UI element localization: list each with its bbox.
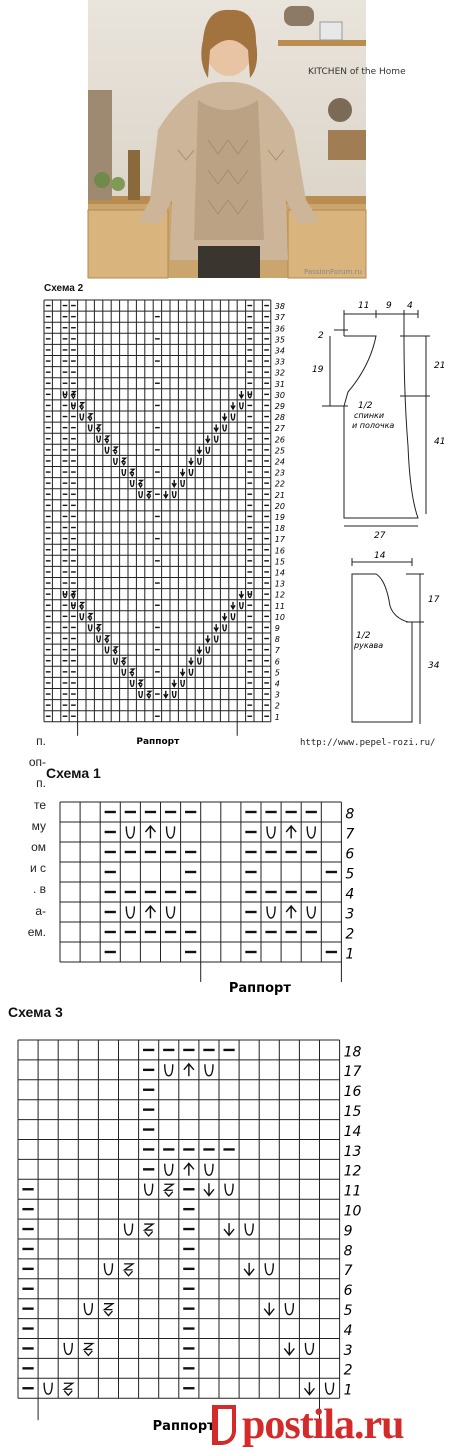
decrease-symbol <box>172 680 176 687</box>
yarn-over-symbol <box>97 635 100 641</box>
side-text-line: а- <box>35 903 46 918</box>
yarn-over-symbol <box>167 906 175 918</box>
yarn-over-symbol <box>215 635 218 641</box>
yarn-over-symbol <box>89 624 92 630</box>
yarn-over-symbol <box>223 624 226 630</box>
row-number: 24 <box>274 457 285 467</box>
central-decrease-symbol <box>286 906 296 918</box>
yarn-over-symbol <box>126 906 134 918</box>
scheme1-chart <box>56 798 376 998</box>
twisted-decrease-symbol <box>97 425 101 432</box>
row-number: 31 <box>274 379 285 389</box>
decrease-symbol <box>239 391 243 398</box>
yarn-over-symbol <box>122 669 125 675</box>
yarn-over-symbol <box>97 436 100 442</box>
yarn-over-symbol <box>198 658 201 664</box>
row-number: 23 <box>274 468 285 478</box>
body-label-2: спинки <box>354 411 385 420</box>
photo-illustration <box>88 0 406 278</box>
decrease-symbol <box>244 1263 254 1275</box>
yarn-over-symbol <box>80 613 83 619</box>
twisted-decrease-symbol <box>122 658 126 665</box>
twisted-decrease-symbol <box>64 1383 73 1395</box>
decrease-symbol <box>206 435 210 442</box>
twisted-decrease-symbol <box>139 480 143 487</box>
yarn-over-symbol <box>307 826 315 838</box>
row-number: 30 <box>274 390 285 400</box>
side-text-line: п. <box>36 734 46 748</box>
body-top-width-1: 11 <box>358 301 370 311</box>
row-number: 8 <box>343 1243 353 1260</box>
photo-credit: PassionForum.ru <box>304 268 362 276</box>
yarn-over-symbol <box>131 680 134 686</box>
scheme3-chart <box>14 1036 384 1436</box>
twisted-decrease-symbol <box>147 691 151 698</box>
yarn-over-symbol <box>231 613 234 619</box>
twisted-decrease-symbol <box>88 614 92 621</box>
row-number: 19 <box>274 513 285 523</box>
row-number: 13 <box>343 1143 362 1160</box>
side-text-line: . в <box>32 882 46 897</box>
body-armhole-depth: 19 <box>312 365 324 375</box>
yarn-over-symbol <box>181 480 184 486</box>
scheme3-title: Схема 3 <box>8 1004 63 1020</box>
yarn-over-symbol <box>139 491 142 497</box>
row-number: 34 <box>274 346 285 356</box>
row-number: 4 <box>345 886 355 903</box>
decrease-symbol <box>197 447 201 454</box>
twisted-decrease-symbol <box>80 403 84 410</box>
yarn-over-symbol <box>80 413 83 419</box>
body-top-width-3: 4 <box>407 301 413 311</box>
decrease-symbol <box>284 1342 294 1354</box>
yarn-over-symbol <box>105 447 108 453</box>
scheme3-rapport-label: Раппорт <box>152 1419 215 1435</box>
row-number: 10 <box>343 1203 362 1220</box>
central-decrease-symbol <box>184 1064 194 1076</box>
twisted-decrease-symbol <box>105 636 109 643</box>
central-decrease-symbol <box>145 906 155 918</box>
row-number: 11 <box>343 1183 362 1200</box>
yarn-over-symbol <box>223 425 226 431</box>
yarn-over-symbol <box>126 826 134 838</box>
decrease-symbol <box>181 669 185 676</box>
row-number: 22 <box>274 479 285 489</box>
row-number: 17 <box>343 1064 362 1081</box>
side-text-fragment <box>0 731 46 943</box>
yarn-over-symbol <box>267 906 275 918</box>
yarn-over-symbol <box>206 447 209 453</box>
body-pattern-diagram <box>300 296 460 541</box>
row-number: 8 <box>345 806 355 823</box>
twisted-decrease-symbol <box>97 625 101 632</box>
twisted-decrease-symbol <box>104 1304 113 1316</box>
sleeve-top-width: 14 <box>374 551 386 561</box>
brand-line: KITCHEN of the Home <box>308 67 406 77</box>
twisted-decrease-symbol <box>72 392 76 399</box>
postila-logo-icon <box>212 1405 236 1445</box>
yarn-over-symbol <box>231 413 234 419</box>
postila-logo[interactable] <box>212 1403 452 1449</box>
decrease-symbol <box>206 635 210 642</box>
body-side-upper: 21 <box>434 361 446 371</box>
row-number: 1 <box>345 946 355 963</box>
yarn-over-symbol <box>205 1064 213 1076</box>
side-text-line: оп- <box>28 755 46 770</box>
row-number: 2 <box>345 926 355 943</box>
yarn-over-symbol <box>64 1343 72 1355</box>
decrease-symbol <box>197 646 201 653</box>
body-top-width-2: 9 <box>386 301 392 311</box>
side-text-line: ом <box>31 840 46 855</box>
decrease-symbol <box>214 624 218 631</box>
sleeve-label-2: рукава <box>354 641 384 650</box>
central-decrease-symbol <box>286 826 296 838</box>
twisted-decrease-symbol <box>164 1184 173 1196</box>
row-number: 27 <box>274 424 285 434</box>
row-number: 2 <box>343 1362 353 1379</box>
yarn-over-symbol <box>240 602 243 608</box>
twisted-decrease-symbol <box>105 436 109 443</box>
yarn-over-symbol <box>114 458 117 464</box>
yarn-over-symbol <box>181 680 184 686</box>
scheme2-chart <box>40 296 300 751</box>
decrease-symbol <box>239 591 243 598</box>
row-number: 3 <box>343 1342 353 1359</box>
decrease-symbol <box>231 602 235 609</box>
body-bottom-width: 27 <box>374 531 386 541</box>
row-number: 28 <box>274 413 285 423</box>
row-number: 6 <box>343 1283 353 1300</box>
side-text-line: ем. <box>27 924 46 939</box>
yarn-over-symbol <box>122 469 125 475</box>
row-number: 7 <box>274 646 280 656</box>
yarn-over-symbol <box>206 647 209 653</box>
side-text-line: му <box>31 818 46 833</box>
yarn-over-symbol <box>307 906 315 918</box>
scheme2-rapport-label: Раппорт <box>136 736 180 747</box>
row-number: 38 <box>274 302 285 312</box>
yarn-over-symbol <box>89 425 92 431</box>
row-number: 1 <box>274 712 280 722</box>
yarn-over-symbol <box>104 1263 112 1275</box>
body-label-3: и полочка <box>352 421 395 430</box>
row-number: 4 <box>274 679 280 689</box>
row-number: 18 <box>274 524 285 534</box>
yarn-over-symbol <box>205 1164 213 1176</box>
row-number: 3 <box>274 690 280 700</box>
decrease-symbol <box>304 1382 314 1394</box>
row-number: 14 <box>274 568 285 578</box>
central-decrease-symbol <box>184 1163 194 1175</box>
yarn-over-symbol <box>145 1184 153 1196</box>
row-number: 16 <box>343 1084 362 1101</box>
yarn-over-symbol <box>267 826 275 838</box>
row-number: 36 <box>274 324 285 334</box>
row-number: 26 <box>274 435 285 445</box>
twisted-decrease-symbol <box>147 491 151 498</box>
row-number: 4 <box>343 1322 353 1339</box>
postila-logo-text: postila.ru <box>242 1402 404 1448</box>
scheme1-rapport-label: Раппорт <box>228 981 291 996</box>
twisted-decrease-symbol <box>114 447 118 454</box>
yarn-over-symbol <box>189 669 192 675</box>
decrease-symbol <box>264 1303 274 1315</box>
row-number: 15 <box>343 1104 362 1121</box>
row-number: 14 <box>343 1123 362 1140</box>
decrease-symbol <box>214 424 218 431</box>
twisted-decrease-symbol <box>114 647 118 654</box>
decrease-symbol <box>189 657 193 664</box>
yarn-over-symbol <box>215 436 218 442</box>
yarn-over-symbol <box>114 658 117 664</box>
scheme1-title: Схема 1 <box>46 765 101 781</box>
row-number: 21 <box>274 490 285 500</box>
yarn-over-symbol <box>165 1064 173 1076</box>
yarn-over-symbol <box>225 1184 233 1196</box>
body-neck-depth: 2 <box>318 331 324 341</box>
row-number: 2 <box>274 701 280 711</box>
yarn-over-symbol <box>326 1383 334 1395</box>
row-number: 11 <box>274 601 285 611</box>
yarn-over-symbol <box>189 469 192 475</box>
row-number: 5 <box>343 1303 353 1320</box>
decrease-symbol <box>164 491 168 498</box>
side-text-line: и с <box>29 861 46 876</box>
yarn-over-symbol <box>198 458 201 464</box>
knitwear-photo <box>88 0 406 278</box>
row-number: 33 <box>274 357 285 367</box>
row-number: 15 <box>274 557 285 567</box>
decrease-symbol <box>181 469 185 476</box>
twisted-decrease-symbol <box>122 458 126 465</box>
row-number: 12 <box>274 590 285 600</box>
sleeve-label-1: 1/2 <box>356 631 371 641</box>
decrease-symbol <box>224 1223 234 1235</box>
sleeve-cap-height: 17 <box>428 595 440 605</box>
decrease-symbol <box>204 1183 214 1195</box>
yarn-over-symbol <box>84 1303 92 1315</box>
row-number: 10 <box>274 612 285 622</box>
decrease-symbol <box>231 402 235 409</box>
row-number: 9 <box>343 1223 353 1240</box>
yarn-over-symbol <box>44 1383 52 1395</box>
row-number: 3 <box>345 906 355 923</box>
yarn-over-symbol <box>173 691 176 697</box>
body-label-1: 1/2 <box>358 401 373 411</box>
side-text-line: п. <box>36 776 46 791</box>
row-number: 25 <box>274 446 285 456</box>
sleeve-length: 34 <box>428 661 440 671</box>
row-number: 7 <box>343 1263 353 1280</box>
yarn-over-symbol <box>305 1343 313 1355</box>
central-decrease-symbol <box>145 826 155 838</box>
yarn-over-symbol <box>165 1164 173 1176</box>
decrease-symbol <box>172 480 176 487</box>
row-number: 29 <box>274 402 285 412</box>
twisted-decrease-symbol <box>124 1264 133 1276</box>
row-number: 17 <box>274 535 285 545</box>
yarn-over-symbol <box>139 691 142 697</box>
decrease-symbol <box>223 613 227 620</box>
row-number: 8 <box>274 635 280 645</box>
decrease-symbol <box>189 458 193 465</box>
yarn-over-symbol <box>125 1223 133 1235</box>
watermark-url[interactable]: http://www.pepel-rozi.ru/ <box>300 738 436 748</box>
row-number: 32 <box>274 368 285 378</box>
yarn-over-symbol <box>131 480 134 486</box>
row-number: 18 <box>343 1044 362 1061</box>
row-number: 20 <box>274 501 285 511</box>
row-number: 9 <box>274 624 280 634</box>
row-number: 37 <box>274 313 285 323</box>
scheme2-title: Схема 2 <box>44 283 84 294</box>
row-number: 5 <box>274 668 280 678</box>
twisted-decrease-symbol <box>139 680 143 687</box>
side-text-line: те <box>33 797 46 812</box>
sleeve-pattern-diagram <box>300 546 460 740</box>
decrease-symbol <box>164 691 168 698</box>
row-number: 12 <box>343 1163 362 1180</box>
twisted-decrease-symbol <box>80 602 84 609</box>
row-number: 35 <box>274 335 285 345</box>
row-number: 6 <box>274 657 280 667</box>
yarn-over-symbol <box>240 402 243 408</box>
yarn-over-symbol <box>105 647 108 653</box>
row-number: 16 <box>274 546 285 556</box>
yarn-over-symbol <box>265 1263 273 1275</box>
row-number: 7 <box>345 826 355 843</box>
row-number: 13 <box>274 579 285 589</box>
row-number: 5 <box>345 866 355 883</box>
decrease-symbol <box>223 413 227 420</box>
yarn-over-symbol <box>167 826 175 838</box>
row-number: 6 <box>345 846 355 863</box>
yarn-over-symbol <box>173 491 176 497</box>
twisted-decrease-symbol <box>144 1224 153 1236</box>
body-side-lower: 41 <box>434 437 446 447</box>
twisted-decrease-symbol <box>88 414 92 421</box>
twisted-decrease-symbol <box>84 1343 93 1355</box>
twisted-decrease-symbol <box>130 469 134 476</box>
yarn-over-symbol <box>285 1303 293 1315</box>
twisted-decrease-symbol <box>130 669 134 676</box>
twisted-decrease-symbol <box>72 591 76 598</box>
yarn-over-symbol <box>245 1223 253 1235</box>
row-number: 1 <box>343 1382 353 1399</box>
